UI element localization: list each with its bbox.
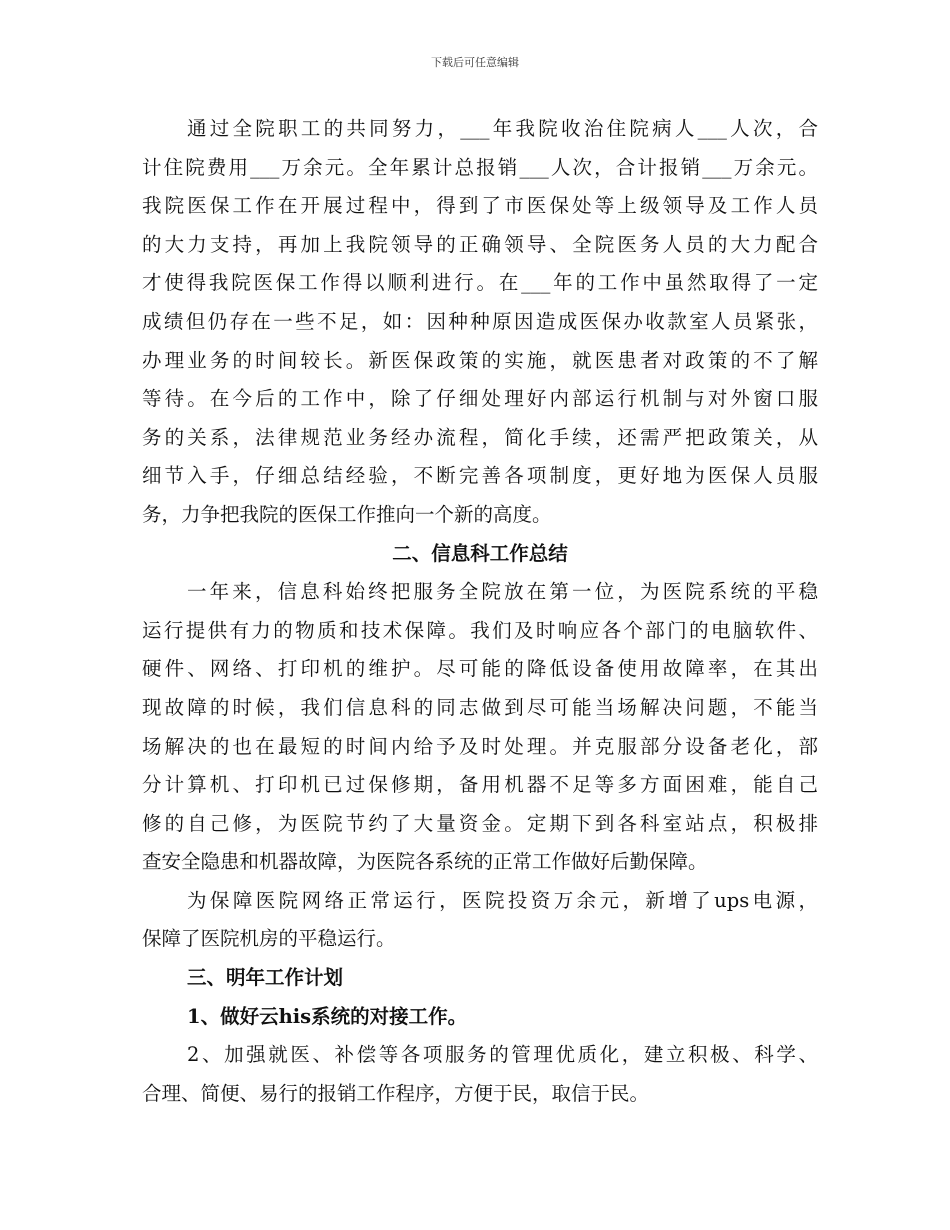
page-header: 下载后可任意编辑 [431, 56, 519, 69]
paragraph-line: 保障了医院机房的平稳运行。 [142, 927, 396, 951]
paragraph-line: 细节入手，仔细总结经验，不断完善各项制度，更好地为医保人员服 [142, 464, 818, 488]
section-heading-info-dept: 二、信息科工作总结 [392, 541, 568, 565]
plan-item-2-line: 2、加强就医、补偿等各项服务的管理优质化，建立积极、科学、 [187, 1043, 818, 1067]
paragraph-line: 修的自己修，为医院节约了大量资金。定期下到各科室站点，积极排 [142, 811, 818, 835]
document-body [142, 110, 818, 1113]
paragraph-line: 场解决的也在最短的时间内给予及时处理。并克服部分设备老化，部 [142, 734, 818, 758]
paragraph-line: 运行提供有力的物质和技术保障。我们及时响应各个部门的电脑软件、 [142, 618, 818, 642]
paragraph-line: 查安全隐患和机器故障，为医院各系统的正常工作做好后勤保障。 [142, 850, 708, 874]
paragraph-line: 我院医保工作在开展过程中，得到了市医保处等上级领导及工作人员 [142, 194, 818, 218]
plan-item-1: 1、做好云his系统的对接工作。 [187, 1004, 468, 1028]
paragraph-line: 计住院费用___万余元。全年累计总报销___人次，合计报销___万余元。 [142, 155, 818, 179]
paragraph-line: 务，力争把我院的医保工作推向一个新的高度。 [142, 502, 552, 526]
paragraph-line: 通过全院职工的共同努力，___年我院收治住院病人___人次，合 [187, 117, 818, 140]
paragraph-line: 的大力支持，再加上我院领导的正确领导、全院医务人员的大力配合 [142, 232, 818, 256]
paragraph-line: 硬件、网络、打印机的维护。尽可能的降低设备使用故障率，在其出 [142, 657, 818, 681]
paragraph-line: 分计算机、打印机已过保修期，备用机器不足等多方面困难，能自己 [142, 773, 818, 797]
paragraph-line: 才使得我院医保工作得以顺利进行。在___年的工作中虽然取得了一定 [142, 271, 818, 295]
paragraph-line: 一年来，信息科始终把服务全院放在第一位，为医院系统的平稳 [187, 580, 818, 604]
plan-item-2-line: 合理、简便、易行的报销工作程序，方便于民，取信于民。 [142, 1081, 650, 1105]
section-heading-next-year-plan: 三、明年工作计划 [187, 966, 344, 990]
paragraph-line: 等待。在今后的工作中，除了仔细处理好内部运行机制与对外窗口服 [142, 387, 818, 411]
paragraph-line: 务的关系，法律规范业务经办流程，简化手续，还需严把政策关，从 [142, 425, 818, 449]
paragraph-line: 现故障的时候，我们信息科的同志做到尽可能当场解决问题，不能当 [142, 695, 818, 719]
paragraph-line: 为保障医院网络正常运行，医院投资万余元，新增了ups电源， [187, 888, 818, 912]
paragraph-line: 成绩但仍存在一些不足，如：因种种原因造成医保办收款室人员紧张， [142, 309, 818, 333]
paragraph-line: 办理业务的时间较长。新医保政策的实施，就医患者对政策的不了解 [142, 348, 818, 372]
